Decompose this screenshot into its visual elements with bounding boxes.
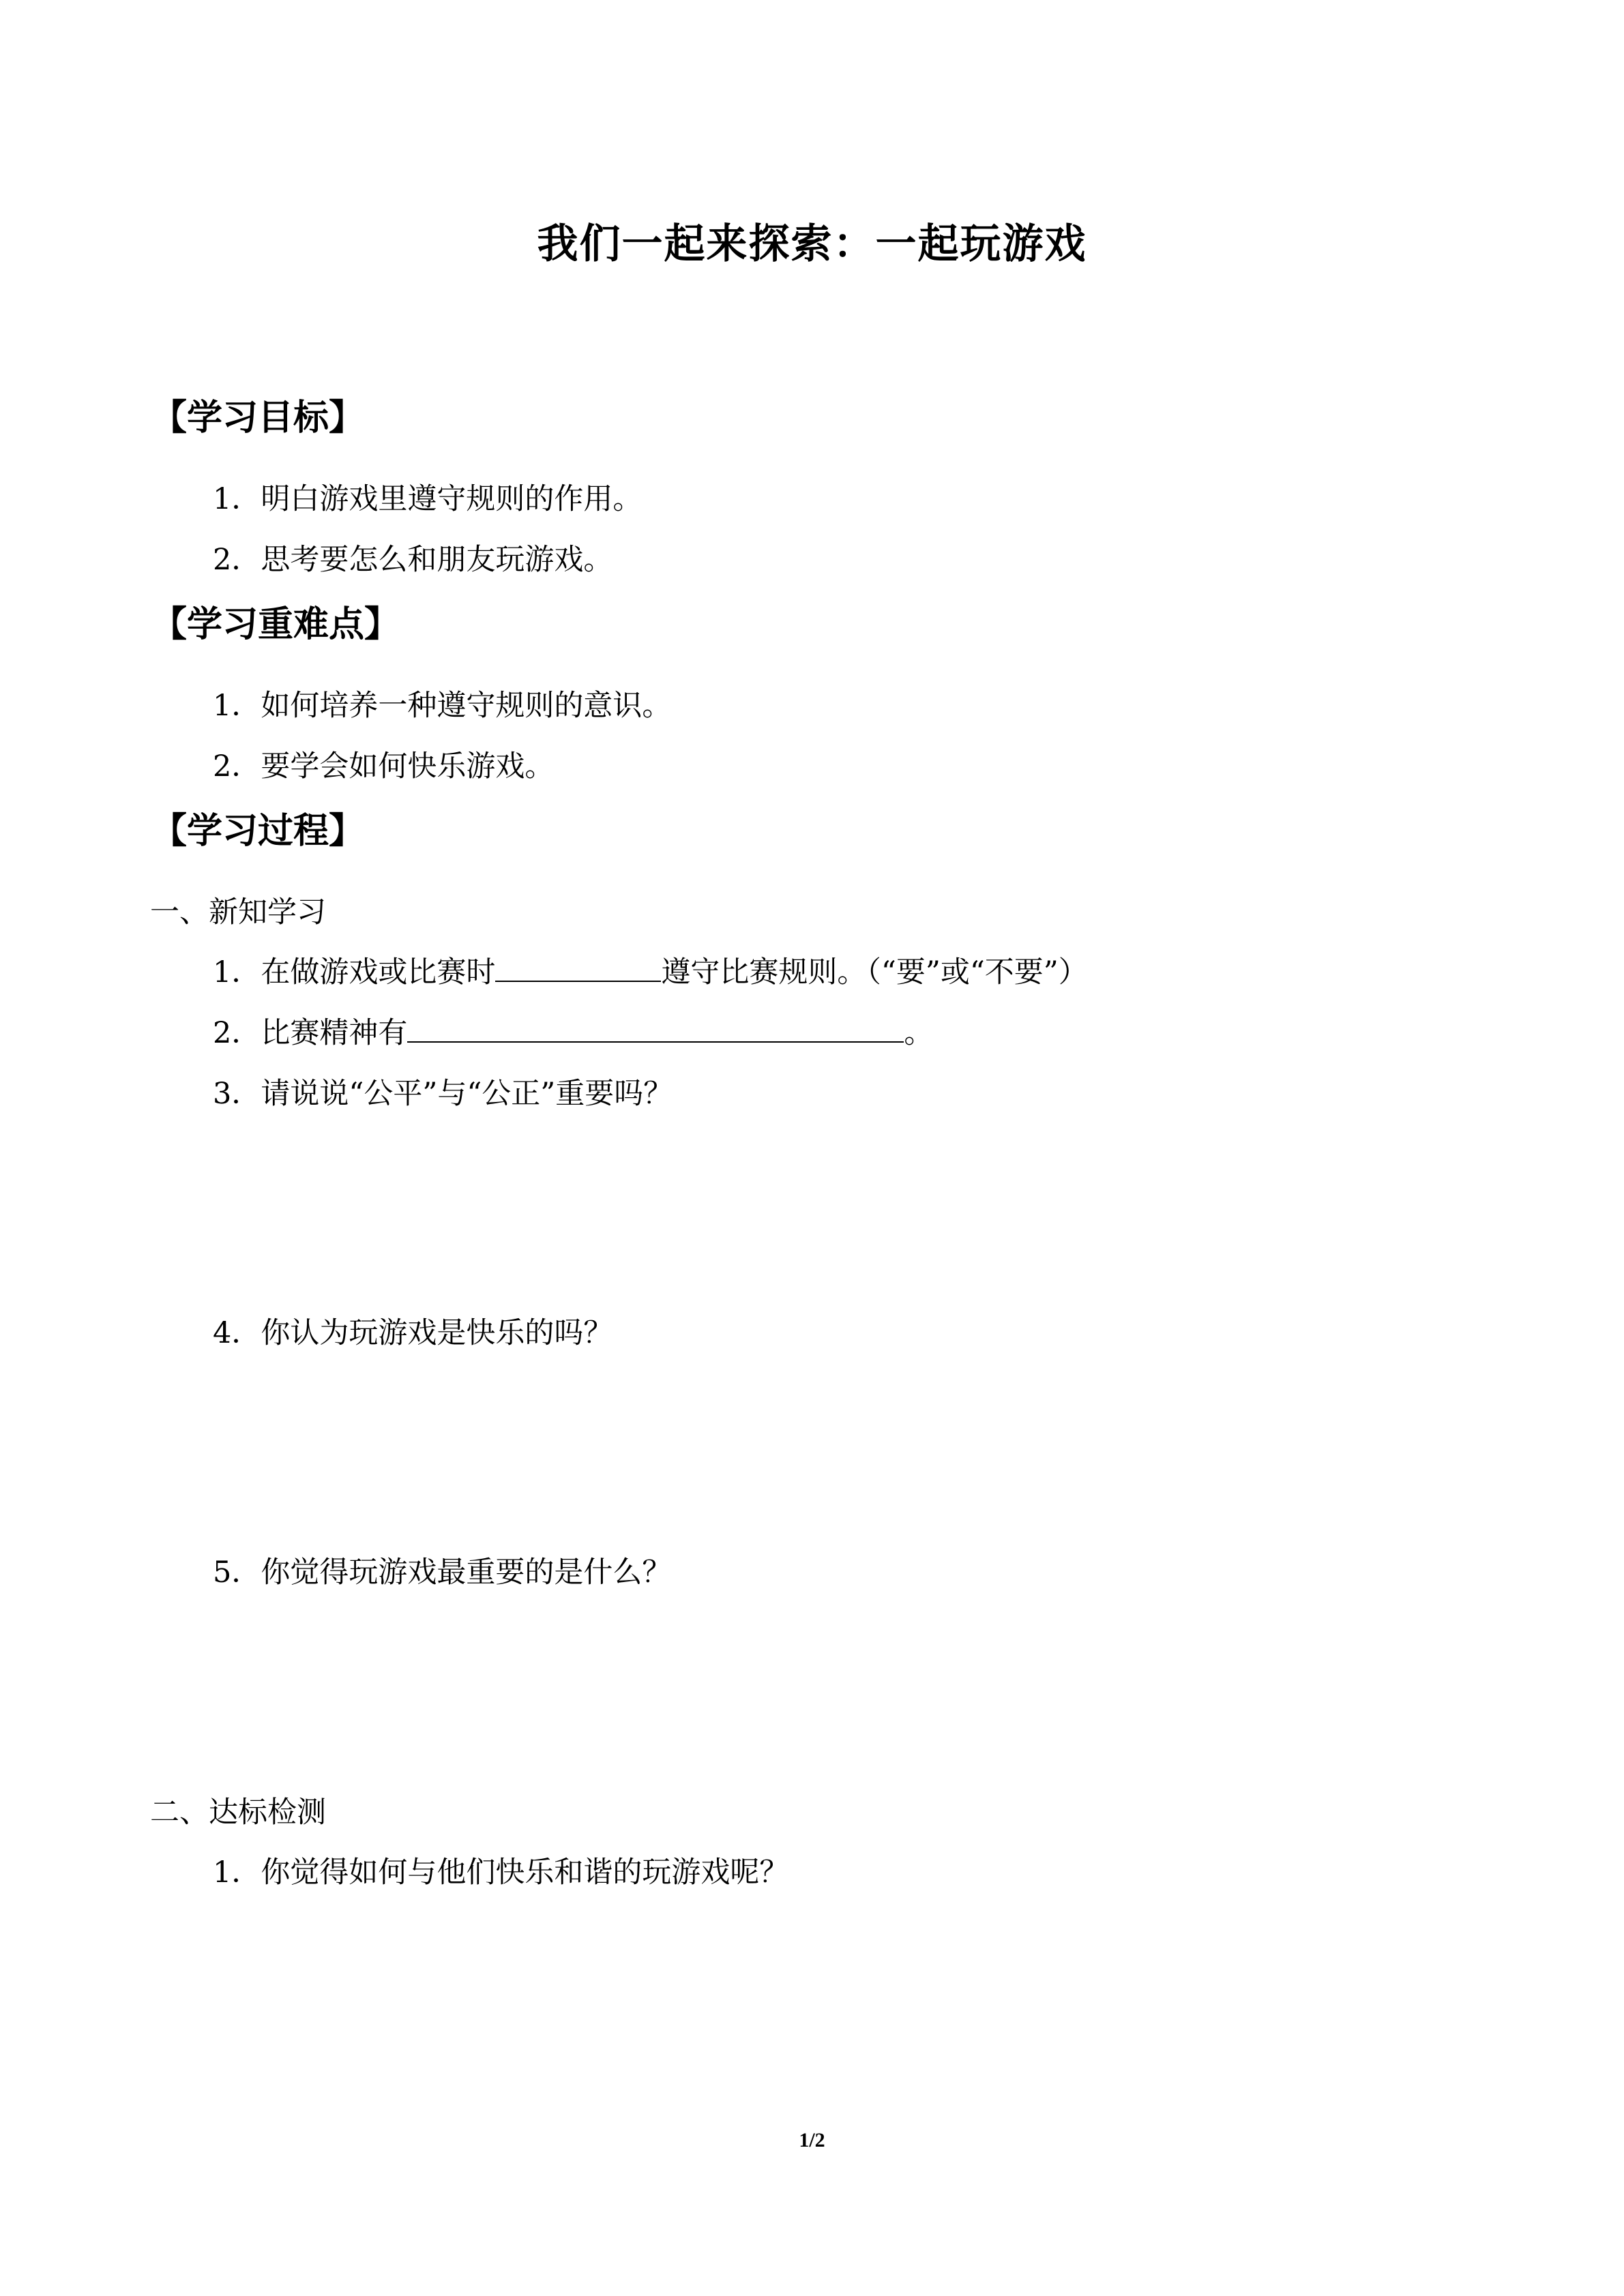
key-point-item-2: 2．要学会如何快乐游戏。 [213, 749, 555, 784]
question-1-text-after: 遵守比赛规则。（“要”或“不要”） [661, 955, 1088, 989]
section-heading-goals: 【学习目标】 [151, 398, 365, 438]
check-question-1: 1．你觉得如何与他们快乐和谐的玩游戏呢？ [213, 1855, 789, 1890]
question-5: 5．你觉得玩游戏最重要的是什么？ [213, 1555, 672, 1590]
question-2-text-after: 。 [904, 1016, 934, 1050]
question-2-text-before: 2．比赛精神有 [213, 1016, 408, 1050]
section-heading-key-points: 【学习重难点】 [151, 604, 400, 645]
part2-label: 二、达标检测 [150, 1795, 326, 1830]
part1-label: 一、新知学习 [150, 895, 326, 929]
page-number: 1/2 [799, 2129, 825, 2151]
key-point-item-1: 1．如何培养一种遵守规则的意识。 [213, 689, 672, 723]
goal-item-1: 1．明白游戏里遵守规则的作用。 [213, 482, 643, 516]
question-3: 3．请说说“公平”与“公正”重要吗？ [213, 1077, 673, 1111]
question-1 [213, 949, 1088, 991]
question-4: 4．你认为玩游戏是快乐的吗？ [213, 1316, 613, 1350]
page-title: 我们一起来探索：一起玩游戏 [537, 220, 1087, 268]
question-1-text-before: 1．在做游戏或比赛时 [213, 955, 496, 989]
goal-item-2: 2．思考要怎么和朋友玩游戏。 [213, 543, 613, 577]
section-heading-process: 【学习过程】 [151, 811, 365, 852]
question-2-blank[interactable] [407, 1014, 904, 1043]
question-2 [213, 1010, 933, 1052]
question-1-blank[interactable] [495, 953, 661, 982]
